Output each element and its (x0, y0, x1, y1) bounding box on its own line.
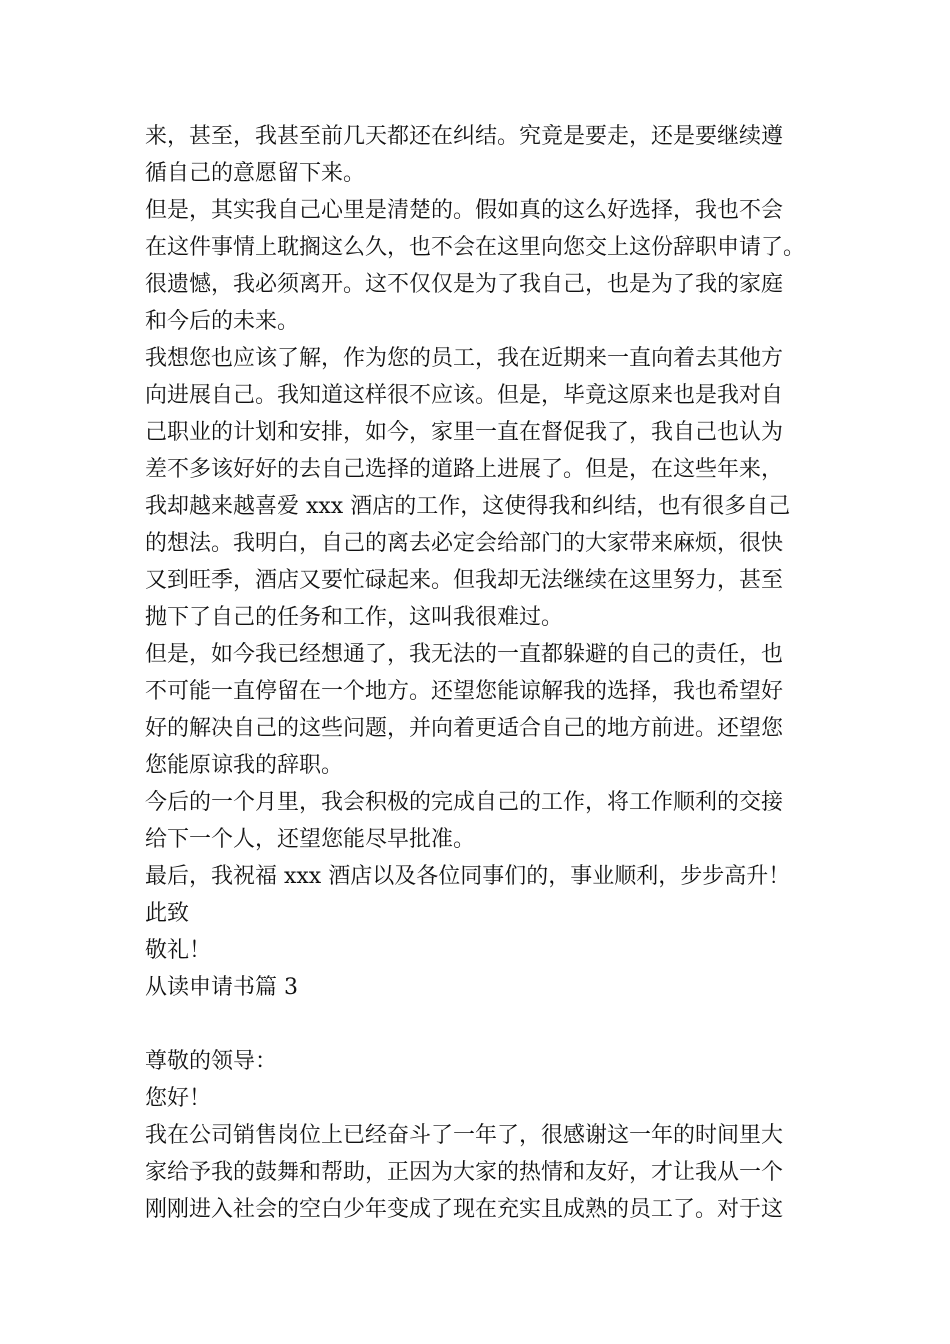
text-line: 和今后的未来。 (145, 309, 300, 334)
text-line: 在这件事情上耽搁这么久，也不会在这里向您交上这份辞职申请了。 (145, 235, 806, 260)
text-line: 今后的一个月里，我会积极的完成自己的工作，将工作顺利的交接 (145, 790, 784, 815)
text-line: 家给予我的鼓舞和帮助，正因为大家的热情和友好，才让我从一个 (145, 1160, 784, 1185)
text-line: 很遗憾，我必须离开。这不仅仅是为了我自己，也是为了我的家庭 (145, 272, 784, 297)
closing-line: 此致 (145, 901, 190, 926)
text-line: 好的解决自己的这些问题，并向着更适合自己的地方前进。还望您 (145, 716, 784, 741)
salutation-line: 尊敬的领导： (145, 1049, 278, 1074)
text-line: 不可能一直停留在一个地方。还望您能谅解我的选择，我也希望好 (145, 679, 784, 704)
text-line: 又到旺季，酒店又要忙碌起来。但我却无法继续在这里努力，甚至 (145, 568, 784, 593)
greeting-line: 您好！ (145, 1086, 212, 1111)
text-line: 我却越来越喜爱 xxx 酒店的工作，这使得我和纠结，也有很多自己 (145, 494, 791, 519)
text-line: 来，甚至，我甚至前几天都还在纠结。究竟是要走，还是要继续遵 (145, 124, 784, 149)
text-line: 的想法。我明白，自己的离去必定会给部门的大家带来麻烦，很快 (145, 531, 784, 556)
text-line: 但是，如今我已经想通了，我无法的一直都躲避的自己的责任，也 (145, 642, 784, 667)
text-line: 给下一个人，还望您能尽早批准。 (145, 827, 476, 852)
text-line: 您能原谅我的辞职。 (145, 753, 344, 778)
document-body (145, 118, 815, 1228)
text-line: 刚刚进入社会的空白少年变成了现在充实且成熟的员工了。对于这 (145, 1197, 784, 1222)
text-line: 抛下了自己的任务和工作，这叫我很难过。 (145, 605, 564, 630)
text-line: 我在公司销售岗位上已经奋斗了一年了，很感谢这一年的时间里大 (145, 1123, 784, 1148)
text-line: 我想您也应该了解，作为您的员工，我在近期来一直向着去其他方 (145, 346, 784, 371)
section-heading: 从读申请书篇 3 (145, 975, 298, 1000)
blank-line (145, 1006, 815, 1043)
text-line: 差不多该好好的去自己选择的道路上进展了。但是，在这些年来， (145, 457, 784, 482)
text-line: 最后，我祝福 xxx 酒店以及各位同事们的，事业顺利，步步高升！ (145, 864, 791, 889)
text-line: 循自己的意愿留下来。 (145, 161, 366, 186)
text-line: 己职业的计划和安排，如今，家里一直在督促我了，我自己也认为 (145, 420, 784, 445)
text-line: 向进展自己。我知道这样很不应该。但是，毕竟这原来也是我对自 (145, 383, 784, 408)
closing-line: 敬礼！ (145, 938, 212, 963)
text-line: 但是，其实我自己心里是清楚的。假如真的这么好选择，我也不会 (145, 198, 784, 223)
